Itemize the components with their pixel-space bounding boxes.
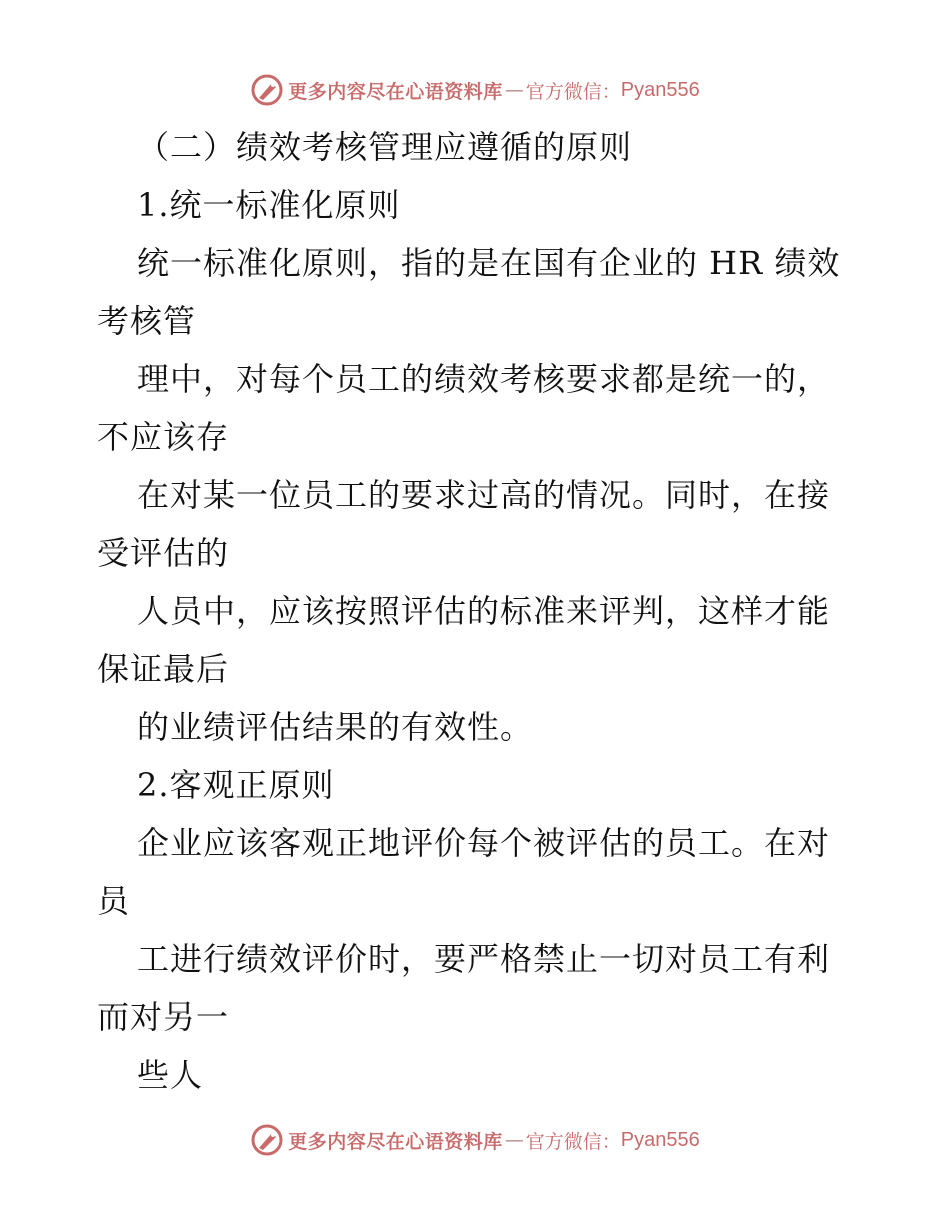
banner-wechat-label: 官方微信：: [525, 80, 621, 103]
paragraph-line: 员: [97, 882, 131, 920]
banner-wechat-id: Pyan556: [620, 78, 700, 101]
paragraph-line: 保证最后: [97, 650, 230, 688]
paragraph-line: 些人: [137, 1056, 204, 1094]
paragraph-line: 统一标准化原则，指的是在国有企业的 HR 绩效: [137, 244, 841, 282]
banner-text: 更多内容尽在心语资料库: [288, 80, 503, 103]
banner-text: 更多内容尽在心语资料库: [288, 1130, 503, 1153]
pen-nib-logo-icon: [250, 73, 284, 107]
paragraph-line: 考核管: [97, 302, 197, 340]
paragraph-line: 人员中，应该按照评估的标准来评判，这样才能: [137, 592, 831, 630]
paragraph-line: 理中，对每个员工的绩效考核要求都是统一的，: [137, 360, 831, 398]
banner-wechat-label: 官方微信：: [525, 1130, 621, 1153]
banner-wechat-id: Pyan556: [620, 1128, 700, 1151]
paragraph-line: 而对另一: [97, 998, 230, 1036]
paragraph-line: 不应该存: [97, 418, 230, 456]
subsection-heading: 2.客观正原则: [137, 766, 335, 804]
paragraph-line: 的业绩评估结果的有效性。: [137, 708, 534, 746]
paragraph-line: 在对某一位员工的要求过高的情况。同时，在接: [137, 476, 831, 514]
banner-dash: —: [504, 1129, 524, 1151]
section-heading: （二）绩效考核管理应遵循的原则: [137, 128, 633, 166]
paragraph-line: 企业应该客观正地评价每个被评估的员工。在对: [137, 824, 831, 862]
paragraph-line: 工进行绩效评价时，要严格禁止一切对员工有利: [137, 940, 831, 978]
paragraph-line: 受评估的: [97, 534, 230, 572]
footer-banner: [0, 1120, 950, 1160]
pen-nib-logo-icon: [250, 1123, 284, 1157]
subsection-heading: 1.统一标准化原则: [137, 186, 401, 224]
banner-dash: —: [504, 79, 524, 101]
document-body: [97, 118, 857, 1104]
header-banner: [0, 70, 950, 110]
